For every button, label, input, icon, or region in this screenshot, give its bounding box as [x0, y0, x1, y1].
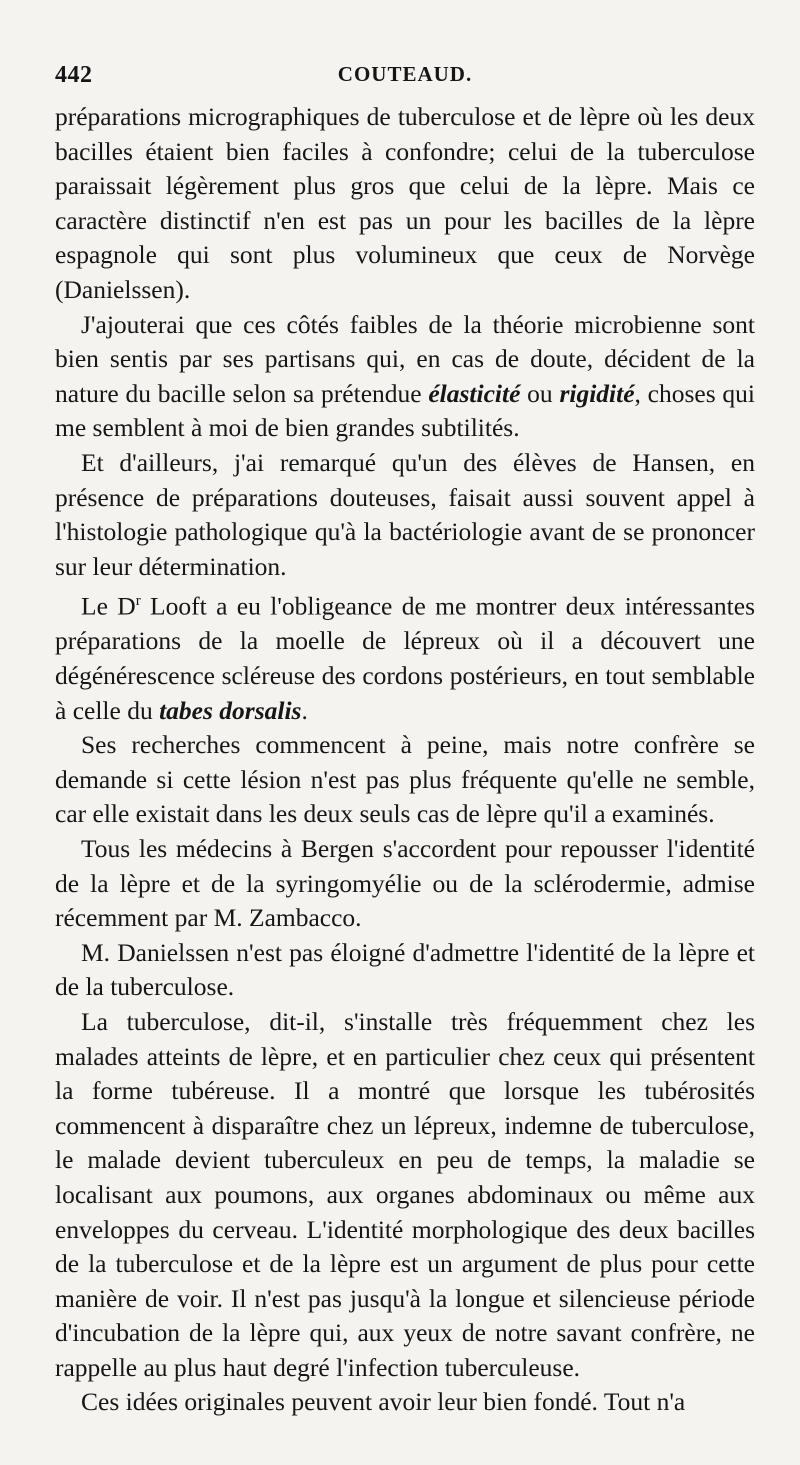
paragraph-9: Ces idées originales peuvent avoir leur bien fondé. Tout n'a [81, 1387, 686, 1417]
paragraph-7: M. Danielssen n'est pas éloigné d'admettre l'identité de la lèpre et de la tuberculose. [55, 937, 755, 1002]
paragraph-3: Et d'ailleurs, j'ai remarqué qu'un des élèves de Hansen, en présence de préparations douteuses, faisait aussi souvent appel à l'histologie pathologique qu'à la bactériologie avant de se prononcer sur leur détermination. [55, 447, 755, 581]
paragraph-4: Le $D^r$ Looft a eu l'obligeance de me montrer deux intéressantes préparations de la moelle de lépreux où il a découvert une dégénérescence scléreuse des cordons postérieurs, en tout semblable à celle du tabes dorsalis. [55, 591, 755, 725]
paragraph-6: Tous les médecins à Bergen s'accordent pour repousser l'identité de la lèpre et de la syringomyélie ou de la sclérodermie, admise récemment par M. Zambacco. [55, 833, 755, 933]
page-header [55, 62, 755, 96]
paragraph-5: Ses recherches commencent à peine, mais notre confrère se demande si cette lésion n'est pas plus fréquente qu'elle ne semble, car elle existait dans les deux seuls cas de lèpre qu'il a examinés. [55, 730, 755, 829]
emphasis-elasticite: élasticité [428, 378, 521, 408]
paragraph-2: J'ajouterai que ces côtés faibles de la théorie microbienne sont bien sentis par ses partisans qui, en cas de doute, décident de la nature du bacille selon sa prétendue élasticité ou rigidité, choses qui me semblent à moi de bien grandes subtilités. [55, 309, 755, 443]
body-text [55, 100, 755, 1420]
emphasis-tabes-dorsalis: tabes dorsalis [159, 695, 302, 725]
paragraph-8: La tuberculose, dit-il, s'installe très fréquemment chez les malades atteints de lèpre, et en particulier chez ceux qui présentent la forme tubéreuse. Il a montré que lorsque les tubérosités commencent à disparaître chez un lépreux, indemne de tuberculose, le malade devient tuberculeux en peu de temps, la maladie se localisant aux poumons, aux organes abdominaux ou même aux enveloppes du cerveau. L'identité morphologique des deux bacilles de la tuberculose et de la lèpre est un argument de plus pour cette manière de voir. Il n'est pas jusqu'à la longue et silencieuse période d'incubation de la lèpre qui, aux yeux de notre savant confrère, ne rappelle au plus haut degré l'infection tuberculeuse. [55, 1006, 755, 1382]
emphasis-rigidite: rigidité [559, 378, 635, 408]
running-head: COUTEAUD. [337, 62, 473, 86]
page-number: 442 [55, 62, 93, 88]
paragraph-1: préparations micrographiques de tuberculose et de lèpre où les deux bacilles étaient bien faciles à confondre; celui de la tuberculose paraissait légèrement plus gros que celui de la lèpre. Mais ce caractère distinctif n'en est pas un pour les bacilles de la lèpre espagnole qui sont plus volumineux que ceux de Norvège (Danielssen). [55, 102, 755, 304]
